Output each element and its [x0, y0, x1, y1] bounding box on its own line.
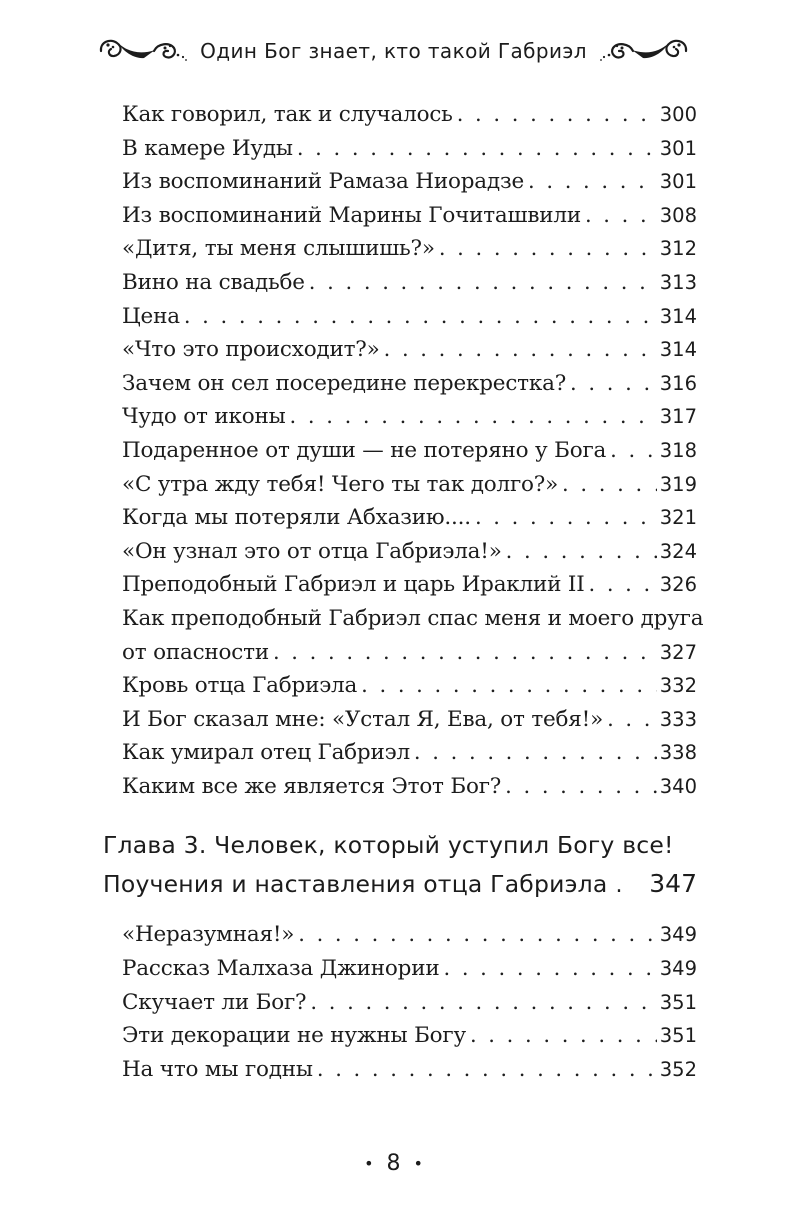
chapter-title-line2: Поучения и наставления отца Габриэла [103, 869, 608, 898]
toc-entry-title: «Он узнал это от отца Габриэла!» [122, 538, 502, 564]
toc-entry-page: 351 [659, 990, 697, 1014]
chapter-title-line1: Глава 3. Человек, который уступил Богу все! [103, 831, 674, 860]
flourish-left-icon [98, 36, 190, 66]
dot-leader [528, 165, 657, 199]
toc-entry-page: 312 [659, 237, 697, 261]
dot-leader [475, 501, 657, 535]
dot-leader [298, 918, 657, 952]
toc-entry [103, 400, 697, 434]
toc-entry-title: Эти декорации не нужны Богу [122, 1023, 466, 1049]
toc-entry [103, 602, 704, 636]
dot-leader [506, 535, 657, 569]
dot-leader [570, 367, 657, 401]
toc-entry-page: 332 [659, 674, 697, 698]
toc-entry-page: 349 [659, 923, 697, 947]
flourish-right-icon [597, 36, 689, 66]
toc-entry [103, 703, 697, 737]
toc-entry-title: «Неразумная!» [122, 922, 295, 948]
toc-entry-page: 333 [659, 707, 697, 731]
toc-entry-title: Из воспоминаний Рамаза Ниорадзе [122, 169, 524, 195]
dot-leader [310, 986, 656, 1020]
toc-entry-title: Зачем он сел посередине перекрестка? [122, 370, 567, 396]
toc-entry-page: 326 [659, 573, 697, 597]
toc-entry-page: 301 [659, 136, 697, 160]
dot-leader [297, 132, 657, 166]
toc-entry [103, 199, 697, 233]
toc-entry-page: 317 [659, 405, 697, 429]
toc-entry-page: 314 [659, 304, 697, 328]
toc-entry-title: Рассказ Малхаза Джинории [122, 956, 440, 982]
dot-leader [361, 669, 657, 703]
running-header [0, 0, 787, 68]
toc-entry [103, 1019, 697, 1053]
toc-entry-page: 338 [659, 741, 697, 765]
toc-entry-page: 352 [659, 1057, 697, 1081]
toc-entry-page: 319 [659, 472, 697, 496]
toc-entry-title: В камере Иуды [122, 135, 293, 161]
chapter-page-number: 347 [649, 868, 697, 898]
toc-entry-title: Как преподобный Габриэл спас меня и моего друга [122, 605, 704, 631]
toc-entry-title: И Бог сказал мне: «Устал Я, Ева, от тебя!» [122, 706, 604, 732]
toc-entry [103, 535, 697, 569]
toc-entry [103, 300, 697, 334]
toc-entry-page: 301 [659, 170, 697, 194]
toc-entry-title: Преподобный Габриэл и царь Ираклий II [122, 572, 585, 598]
dot-leader [443, 952, 656, 986]
footer-bullet-left: • [364, 1154, 374, 1173]
dot-leader [616, 867, 646, 905]
toc-entry [103, 1053, 697, 1087]
toc-entry [103, 736, 697, 770]
table-of-contents [0, 68, 787, 1086]
chapter-title-row [103, 865, 697, 903]
dot-leader [414, 736, 657, 770]
toc-entry [103, 770, 697, 804]
toc-entry-page: 327 [659, 640, 697, 664]
toc-entry [103, 918, 697, 952]
dot-leader [384, 333, 657, 367]
page-number: 8 [386, 1151, 401, 1176]
chapter-heading [103, 827, 697, 902]
toc-entry [103, 468, 697, 502]
toc-entry-page: 318 [659, 438, 697, 462]
toc-entry-title: от опасности [122, 639, 269, 665]
toc-entry-title: Подаренное от души — не потеряно у Бога [122, 437, 607, 463]
toc-entry [103, 434, 697, 468]
toc-entry [103, 98, 697, 132]
dot-leader [290, 400, 657, 434]
toc-entry-page: 316 [659, 371, 697, 395]
toc-entry [103, 669, 697, 703]
dot-leader [588, 568, 656, 602]
toc-entry [103, 165, 697, 199]
toc-entry-title: Когда мы потеряли Абхазию.... [122, 505, 471, 531]
toc-entry-title: Вино на свадьбе [122, 269, 305, 295]
toc-entry [103, 986, 697, 1020]
toc-entry-title: Кровь отца Габриэла [122, 673, 358, 699]
toc-entry-title: Чудо от иконы [122, 404, 286, 430]
dot-leader [309, 266, 657, 300]
toc-entry [103, 568, 697, 602]
dot-leader [562, 468, 657, 502]
toc-entry [103, 132, 697, 166]
toc-entry [103, 266, 697, 300]
toc-entry [103, 501, 697, 535]
toc-entry-page: 340 [659, 774, 697, 798]
toc-entry-page: 314 [659, 338, 697, 362]
toc-entry [103, 333, 697, 367]
toc-entry-title: «С утра жду тебя! Чего ты так долго?» [122, 471, 559, 497]
toc-list-top [103, 98, 704, 803]
toc-entry [103, 367, 697, 401]
dot-leader [184, 300, 657, 334]
dot-leader [607, 703, 657, 737]
toc-entry-page: 349 [659, 957, 697, 981]
page-footer [0, 1151, 787, 1176]
dot-leader [610, 434, 657, 468]
toc-entry-page: 300 [659, 103, 697, 126]
toc-entry-page: 351 [659, 1024, 697, 1048]
toc-entry-page: 308 [659, 203, 697, 227]
toc-entry-title: Как говорил, так и случалось [122, 102, 453, 127]
toc-list-bottom [103, 918, 697, 1086]
toc-entry-title: Из воспоминаний Марины Гочиташвили [122, 202, 581, 228]
toc-entry [103, 636, 697, 670]
toc-entry [103, 232, 697, 266]
toc-entry-title: «Что это происходит?» [122, 337, 380, 363]
toc-entry-title: Как умирал отец Габриэл [122, 740, 410, 766]
dot-leader [585, 199, 657, 233]
dot-leader [457, 98, 657, 132]
running-header-title: Один Бог знает, кто такой Габриэл [200, 39, 587, 63]
toc-entry-page: 321 [659, 506, 697, 530]
footer-bullet-right: • [413, 1154, 423, 1173]
toc-entry-title: «Дитя, ты меня слышишь?» [122, 236, 435, 262]
toc-entry-title: Каким все же является Этот Бог? [122, 773, 502, 799]
toc-entry [103, 952, 697, 986]
dot-leader [439, 232, 657, 266]
toc-entry-title: Цена [122, 303, 180, 329]
dot-leader [317, 1053, 657, 1087]
dot-leader [470, 1019, 657, 1053]
toc-entry-page: 324 [659, 539, 697, 563]
toc-entry-page: 313 [659, 270, 697, 294]
dot-leader [273, 636, 657, 670]
toc-entry-title: На что мы годны [122, 1056, 313, 1082]
dot-leader [505, 770, 657, 804]
toc-entry-title: Скучает ли Бог? [122, 989, 307, 1015]
